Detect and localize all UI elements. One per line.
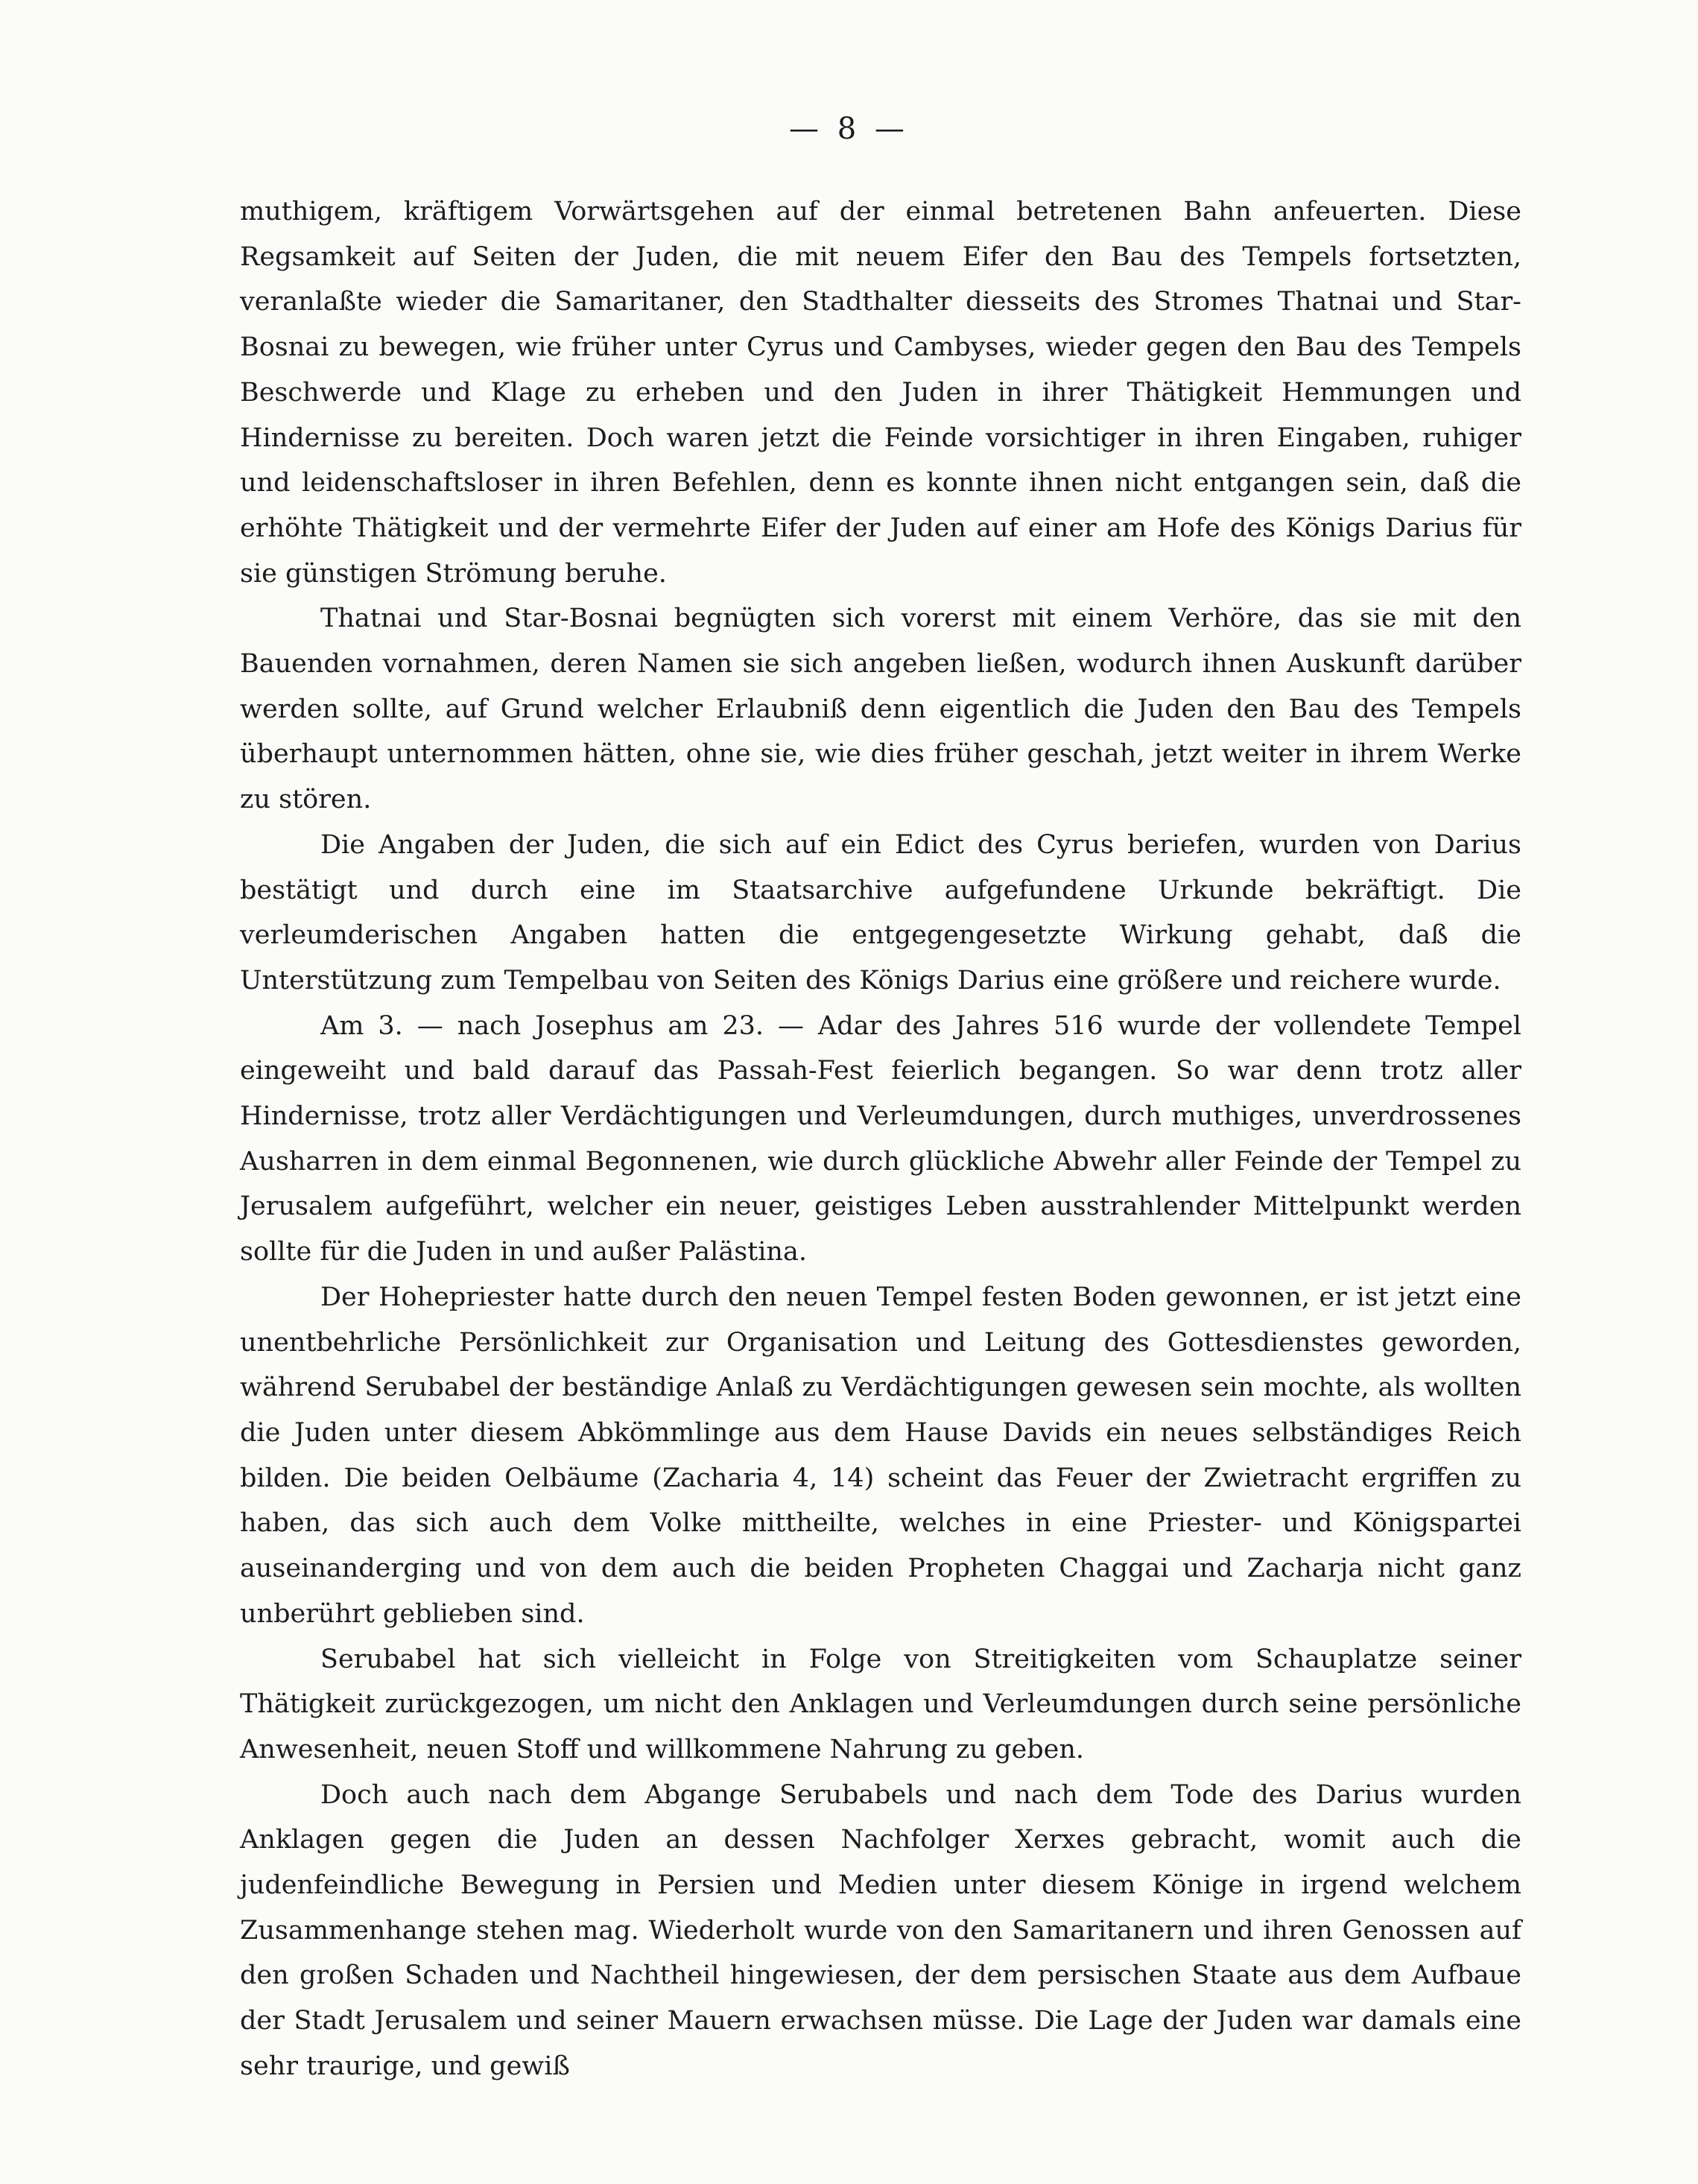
paragraph: Die Angaben der Juden, die sich auf ein Edict des Cyrus beriefen, wurden von Darius bestätigt und durch eine im Staatsarchive aufgefundene Urkunde bekräftigt. Die verleumderischen Angaben hatten die entgegengesetzte Wirkung gehabt, daß die Unterstützung zum Tempelbau von Seiten des Königs Darius eine größere und reichere wurde. bbox=[240, 829, 1521, 996]
page-number: — 8 — bbox=[789, 112, 909, 146]
paragraph: Am 3. — nach Josephus am 23. — Adar des Jahres 516 wurde der vollendete Tempel eingeweiht und bald darauf das Passah-Fest feierlich begangen. So war denn trotz aller Hindernisse, trotz aller Verdächtigungen und Verleumdungen, durch muthiges, unverdrossenes Ausharren in dem einmal Begonnenen, wie durch glückliche Abwehr aller Feinde der Tempel zu Jerusalem aufgeführt, welcher ein neuer, geistiges Leben ausstrahlender Mittelpunkt werden sollte für die Juden in und außer Palästina. bbox=[240, 1010, 1521, 1267]
paragraph: Der Hohepriester hatte durch den neuen Tempel festen Boden gewonnen, er ist jetzt eine unentbehrliche Persönlichkeit zur Organisation und Leitung des Gottesdienstes geworden, während Serubabel der beständige Anlaß zu Verdächtigungen gewesen sein mochte, als wollten die Juden unter diesem Abkömmlinge aus dem Hause Davids ein neues selbständiges Reich bilden. Die beiden Oelbäume (Zacharia 4, 14) scheint das Feuer der Zwietracht ergriffen zu haben, das sich auch dem Volke mittheilte, welches in eine Priester- und Königspartei auseinanderging und von dem auch die beiden Propheten Chaggai und Zacharja nicht ganz unberührt geblieben sind. bbox=[240, 1282, 1521, 1629]
paragraph: Doch auch nach dem Abgange Serubabels und nach dem Tode des Darius wurden Anklagen gegen die Juden an dessen Nachfolger Xerxes gebracht, womit auch die judenfeindliche Bewegung in Persien und Medien unter diesem Könige in irgend welchem Zusammenhange stehen mag. Wiederholt wurde von den Samaritanern und ihren Genossen auf den großen Schaden und Nachtheil hingewiesen, der dem persischen Staate aus dem Aufbaue der Stadt Jerusalem und seiner Mauern erwachsen müsse. Die Lage der Juden war damals eine sehr traurige, und gewiß bbox=[240, 1779, 1521, 2081]
body-text bbox=[240, 189, 1521, 2089]
paragraph: muthigem, kräftigem Vorwärtsgehen auf der einmal betretenen Bahn anfeuerten. Diese Regsamkeit auf Seiten der Juden, die mit neuem Eifer den Bau des Tempels fortsetzten, veranlaßte wieder die Samaritaner, den Stadthalter diesseits des Stromes Thatnai und Star-Bosnai zu bewegen, wie früher unter Cyrus und Cambyses, wieder gegen den Bau des Tempels Beschwerde und Klage zu erheben und den Juden in ihrer Thätigkeit Hemmungen und Hindernisse zu bereiten. Doch waren jetzt die Feinde vorsichtiger in ihren Eingaben, ruhiger und leidenschaftsloser in ihren Befehlen, denn es konnte ihnen nicht entgangen sein, daß die erhöhte Thätigkeit und der vermehrte Eifer der Juden auf einer am Hofe des Königs Darius für sie günstigen Strömung beruhe. bbox=[240, 197, 1521, 589]
paragraph: Serubabel hat sich vielleicht in Folge von Streitigkeiten vom Schauplatze seiner Thätigkeit zurückgezogen, um nicht den Anklagen und Verleumdungen durch seine persönliche Anwesenheit, neuen Stoff und willkommene Nahrung zu geben. bbox=[240, 1644, 1521, 1764]
paragraph: Thatnai und Star-Bosnai begnügten sich vorerst mit einem Verhöre, das sie mit den Bauenden vornahmen, deren Namen sie sich angeben ließen, wodurch ihnen Auskunft darüber werden sollte, auf Grund welcher Erlaubniß denn eigentlich die Juden den Bau des Tempels überhaupt unternommen hätten, ohne sie, wie dies früher geschah, jetzt weiter in ihrem Werke zu stören. bbox=[240, 604, 1521, 815]
